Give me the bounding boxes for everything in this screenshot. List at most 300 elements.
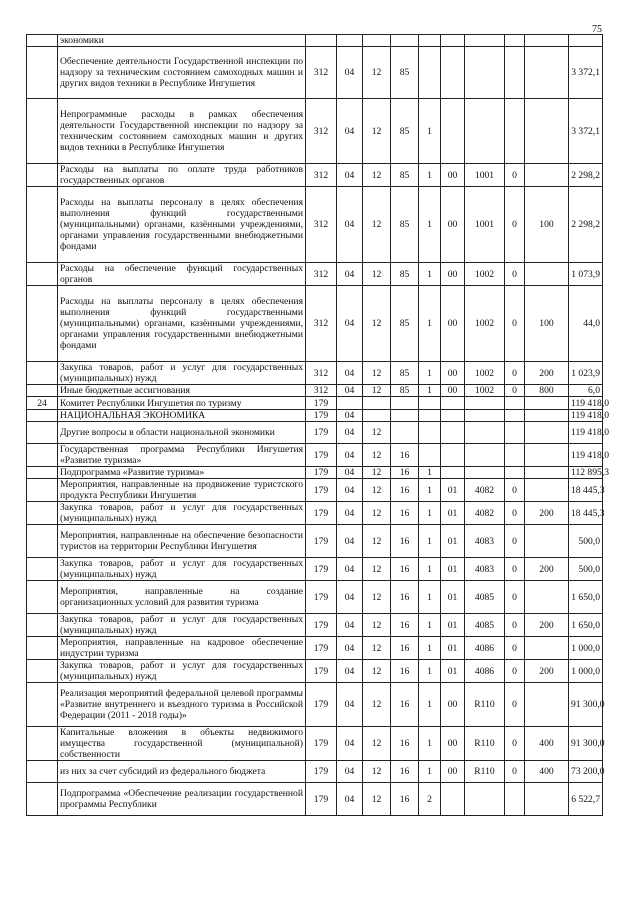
row-number bbox=[27, 263, 58, 286]
program-code: 16 bbox=[391, 683, 419, 727]
subsection-code: 12 bbox=[363, 614, 391, 637]
subsection-code: 12 bbox=[363, 660, 391, 683]
amount: 91 300,0 bbox=[569, 683, 603, 727]
row-number bbox=[27, 362, 58, 385]
program-code: 16 bbox=[391, 525, 419, 558]
expense-type-code bbox=[525, 410, 569, 422]
extra-code: 0 bbox=[505, 761, 525, 783]
amount: 91 300,0 bbox=[569, 727, 603, 761]
ministry-code: 312 bbox=[306, 47, 337, 99]
expense-type-code: 800 bbox=[525, 385, 569, 397]
table-row bbox=[27, 502, 603, 525]
expense-type-code bbox=[525, 581, 569, 614]
ministry-code: 179 bbox=[306, 397, 337, 410]
amount: 1 000,0 bbox=[569, 660, 603, 683]
activity-code: 00 bbox=[441, 683, 465, 727]
extra-code: 0 bbox=[505, 660, 525, 683]
expense-type-code bbox=[525, 637, 569, 660]
table-row bbox=[27, 397, 603, 410]
item-name: Подпрограмма «Обеспечение реализации государственной программы Республики bbox=[58, 783, 306, 816]
amount: 73 200,0 bbox=[569, 761, 603, 783]
subsection-code: 12 bbox=[363, 385, 391, 397]
direction-code bbox=[465, 422, 505, 444]
item-name: Иные бюджетные ассигнования bbox=[58, 385, 306, 397]
row-number bbox=[27, 385, 58, 397]
direction-code bbox=[465, 397, 505, 410]
section-code: 04 bbox=[337, 614, 363, 637]
table-row bbox=[27, 47, 603, 99]
direction-code bbox=[465, 99, 505, 164]
section-code: 04 bbox=[337, 362, 363, 385]
row-number bbox=[27, 761, 58, 783]
table-row bbox=[27, 660, 603, 683]
subsection-code: 12 bbox=[363, 761, 391, 783]
subprogram-code: 1 bbox=[419, 502, 441, 525]
expense-type-code: 200 bbox=[525, 614, 569, 637]
ministry-code: 179 bbox=[306, 761, 337, 783]
activity-code: 00 bbox=[441, 187, 465, 263]
amount: 18 445,3 bbox=[569, 502, 603, 525]
subprogram-code bbox=[419, 47, 441, 99]
activity-code bbox=[441, 410, 465, 422]
extra-code: 0 bbox=[505, 581, 525, 614]
activity-code: 00 bbox=[441, 164, 465, 187]
amount: 119 418,0 bbox=[569, 444, 603, 467]
program-code: 16 bbox=[391, 614, 419, 637]
direction-code: 1001 bbox=[465, 187, 505, 263]
item-name: Мероприятия, направленные на продвижение туристского продукта Республики Ингушетия bbox=[58, 479, 306, 502]
extra-code bbox=[505, 444, 525, 467]
page-number: 75 bbox=[592, 24, 602, 35]
direction-code: 4082 bbox=[465, 479, 505, 502]
activity-code: 00 bbox=[441, 761, 465, 783]
row-number bbox=[27, 286, 58, 362]
activity-code: 00 bbox=[441, 362, 465, 385]
row-number bbox=[27, 47, 58, 99]
program-code: 16 bbox=[391, 581, 419, 614]
section-code: 04 bbox=[337, 467, 363, 479]
subsection-code: 12 bbox=[363, 422, 391, 444]
table-row bbox=[27, 683, 603, 727]
expense-type-code: 200 bbox=[525, 502, 569, 525]
section-code: 04 bbox=[337, 410, 363, 422]
amount: 119 418,0 bbox=[569, 397, 603, 410]
direction-code: R110 bbox=[465, 761, 505, 783]
extra-code: 0 bbox=[505, 362, 525, 385]
section-code: 04 bbox=[337, 637, 363, 660]
subprogram-code: 1 bbox=[419, 187, 441, 263]
expense-type-code bbox=[525, 479, 569, 502]
section-code: 04 bbox=[337, 558, 363, 581]
expense-type-code bbox=[525, 164, 569, 187]
ministry-code: 179 bbox=[306, 502, 337, 525]
extra-code bbox=[505, 422, 525, 444]
row-number bbox=[27, 660, 58, 683]
program-code bbox=[391, 35, 419, 47]
item-name: экономики bbox=[58, 35, 306, 47]
program-code: 85 bbox=[391, 99, 419, 164]
direction-code bbox=[465, 410, 505, 422]
subsection-code: 12 bbox=[363, 187, 391, 263]
section-code: 04 bbox=[337, 444, 363, 467]
amount: 3 372,1 bbox=[569, 99, 603, 164]
direction-code: 1002 bbox=[465, 263, 505, 286]
program-code: 16 bbox=[391, 660, 419, 683]
direction-code: 4085 bbox=[465, 614, 505, 637]
table-row bbox=[27, 444, 603, 467]
program-code bbox=[391, 410, 419, 422]
direction-code: 4083 bbox=[465, 525, 505, 558]
ministry-code: 312 bbox=[306, 362, 337, 385]
section-code: 04 bbox=[337, 263, 363, 286]
table-row bbox=[27, 637, 603, 660]
ministry-code: 179 bbox=[306, 783, 337, 816]
amount: 1 650,0 bbox=[569, 614, 603, 637]
activity-code bbox=[441, 47, 465, 99]
section-code: 04 bbox=[337, 783, 363, 816]
subsection-code: 12 bbox=[363, 783, 391, 816]
program-code: 16 bbox=[391, 444, 419, 467]
expense-type-code: 200 bbox=[525, 362, 569, 385]
item-name: Обеспечение деятельности Государственной инспекции по надзору за техническим состоянием самоходных машин и других видов техники в Республике Ингушетия bbox=[58, 47, 306, 99]
row-number bbox=[27, 727, 58, 761]
program-code: 85 bbox=[391, 263, 419, 286]
extra-code: 0 bbox=[505, 187, 525, 263]
ministry-code: 179 bbox=[306, 683, 337, 727]
extra-code: 0 bbox=[505, 164, 525, 187]
ministry-code: 179 bbox=[306, 422, 337, 444]
section-code: 04 bbox=[337, 187, 363, 263]
expense-type-code: 400 bbox=[525, 761, 569, 783]
row-number bbox=[27, 467, 58, 479]
direction-code: 1002 bbox=[465, 286, 505, 362]
item-name: Государственная программа Республики Ингушетия «Развитие туризма» bbox=[58, 444, 306, 467]
section-code: 04 bbox=[337, 761, 363, 783]
table-row bbox=[27, 783, 603, 816]
amount: 500,0 bbox=[569, 558, 603, 581]
ministry-code: 179 bbox=[306, 467, 337, 479]
expense-type-code bbox=[525, 525, 569, 558]
subprogram-code bbox=[419, 397, 441, 410]
direction-code: 1002 bbox=[465, 362, 505, 385]
section-code: 04 bbox=[337, 99, 363, 164]
item-name: Расходы на выплаты по оплате труда работников государственных органов bbox=[58, 164, 306, 187]
amount bbox=[569, 35, 603, 47]
item-name: НАЦИОНАЛЬНАЯ ЭКОНОМИКА bbox=[58, 410, 306, 422]
row-number: 24 bbox=[27, 397, 58, 410]
subprogram-code: 1 bbox=[419, 99, 441, 164]
subprogram-code: 1 bbox=[419, 525, 441, 558]
subsection-code: 12 bbox=[363, 444, 391, 467]
activity-code bbox=[441, 444, 465, 467]
row-number bbox=[27, 99, 58, 164]
direction-code bbox=[465, 444, 505, 467]
direction-code bbox=[465, 47, 505, 99]
direction-code: R110 bbox=[465, 683, 505, 727]
expense-type-code: 100 bbox=[525, 187, 569, 263]
table-row bbox=[27, 761, 603, 783]
section-code: 04 bbox=[337, 525, 363, 558]
ministry-code: 312 bbox=[306, 385, 337, 397]
table-row bbox=[27, 479, 603, 502]
item-name: Мероприятия, направленные на создание организационных условий для развития туризма bbox=[58, 581, 306, 614]
ministry-code: 179 bbox=[306, 525, 337, 558]
program-code: 16 bbox=[391, 727, 419, 761]
extra-code bbox=[505, 467, 525, 479]
extra-code bbox=[505, 410, 525, 422]
item-name: Закупка товаров, работ и услуг для государственных (муниципальных) нужд bbox=[58, 362, 306, 385]
row-number bbox=[27, 187, 58, 263]
section-code: 04 bbox=[337, 47, 363, 99]
program-code: 16 bbox=[391, 502, 419, 525]
direction-code: R110 bbox=[465, 727, 505, 761]
ministry-code bbox=[306, 35, 337, 47]
item-name: из них за счет субсидий из федерального бюджета bbox=[58, 761, 306, 783]
subsection-code: 12 bbox=[363, 502, 391, 525]
item-name: Мероприятия, направленные на обеспечение безопасности туристов на территории Республики Ингушетия bbox=[58, 525, 306, 558]
amount: 119 418,0 bbox=[569, 422, 603, 444]
program-code: 85 bbox=[391, 385, 419, 397]
activity-code: 01 bbox=[441, 479, 465, 502]
table-row bbox=[27, 35, 603, 47]
row-number bbox=[27, 683, 58, 727]
table-row bbox=[27, 581, 603, 614]
section-code: 04 bbox=[337, 683, 363, 727]
program-code: 16 bbox=[391, 761, 419, 783]
activity-code bbox=[441, 397, 465, 410]
extra-code: 0 bbox=[505, 286, 525, 362]
program-code: 85 bbox=[391, 187, 419, 263]
direction-code bbox=[465, 35, 505, 47]
activity-code bbox=[441, 422, 465, 444]
activity-code: 01 bbox=[441, 558, 465, 581]
program-code: 16 bbox=[391, 783, 419, 816]
subsection-code: 12 bbox=[363, 263, 391, 286]
row-number bbox=[27, 783, 58, 816]
subprogram-code: 2 bbox=[419, 783, 441, 816]
row-number bbox=[27, 444, 58, 467]
subsection-code bbox=[363, 397, 391, 410]
activity-code: 01 bbox=[441, 614, 465, 637]
item-name: Мероприятия, направленные на кадровое обеспечение индустрии туризма bbox=[58, 637, 306, 660]
direction-code bbox=[465, 783, 505, 816]
extra-code: 0 bbox=[505, 525, 525, 558]
subsection-code: 12 bbox=[363, 581, 391, 614]
activity-code bbox=[441, 783, 465, 816]
program-code: 85 bbox=[391, 286, 419, 362]
subprogram-code: 1 bbox=[419, 164, 441, 187]
extra-code bbox=[505, 99, 525, 164]
direction-code: 4082 bbox=[465, 502, 505, 525]
extra-code: 0 bbox=[505, 614, 525, 637]
amount: 112 895,3 bbox=[569, 467, 603, 479]
item-name: Непрограммные расходы в рамках обеспечения деятельности Государственной инспекции по надзору за техническим состоянием самоходных машин и других видов техники в Республике Ингушетия bbox=[58, 99, 306, 164]
table-row bbox=[27, 558, 603, 581]
table-row bbox=[27, 410, 603, 422]
row-number bbox=[27, 581, 58, 614]
amount: 1 023,9 bbox=[569, 362, 603, 385]
expense-type-code: 200 bbox=[525, 558, 569, 581]
table-row bbox=[27, 385, 603, 397]
ministry-code: 179 bbox=[306, 727, 337, 761]
item-name: Реализация мероприятий федеральной целевой программы «Развитие внутреннего и въездного туризма в Российской Федерации (2011 - 2018 годы)» bbox=[58, 683, 306, 727]
extra-code: 0 bbox=[505, 558, 525, 581]
item-name: Подпрограмма «Развитие туризма» bbox=[58, 467, 306, 479]
section-code: 04 bbox=[337, 422, 363, 444]
activity-code: 01 bbox=[441, 525, 465, 558]
amount: 6,0 bbox=[569, 385, 603, 397]
row-number bbox=[27, 164, 58, 187]
expense-type-code bbox=[525, 444, 569, 467]
expense-type-code bbox=[525, 783, 569, 816]
subprogram-code bbox=[419, 410, 441, 422]
row-number bbox=[27, 525, 58, 558]
ministry-code: 312 bbox=[306, 263, 337, 286]
table-row bbox=[27, 286, 603, 362]
activity-code: 01 bbox=[441, 581, 465, 614]
section-code bbox=[337, 35, 363, 47]
subsection-code: 12 bbox=[363, 479, 391, 502]
table-row bbox=[27, 525, 603, 558]
amount: 1 000,0 bbox=[569, 637, 603, 660]
program-code bbox=[391, 397, 419, 410]
subsection-code: 12 bbox=[363, 683, 391, 727]
activity-code: 01 bbox=[441, 637, 465, 660]
extra-code bbox=[505, 47, 525, 99]
activity-code bbox=[441, 467, 465, 479]
extra-code bbox=[505, 783, 525, 816]
subsection-code: 12 bbox=[363, 99, 391, 164]
program-code: 16 bbox=[391, 467, 419, 479]
item-name: Расходы на выплаты персоналу в целях обеспечения выполнения функций государственными (муниципальными) органами, казёнными учреждениями, органами управления государственными внебюджетными фондами bbox=[58, 286, 306, 362]
ministry-code: 179 bbox=[306, 558, 337, 581]
extra-code: 0 bbox=[505, 385, 525, 397]
row-number bbox=[27, 558, 58, 581]
program-code: 85 bbox=[391, 362, 419, 385]
activity-code: 00 bbox=[441, 727, 465, 761]
activity-code bbox=[441, 99, 465, 164]
subprogram-code: 1 bbox=[419, 558, 441, 581]
subprogram-code: 1 bbox=[419, 263, 441, 286]
expense-type-code bbox=[525, 263, 569, 286]
amount: 2 298,2 bbox=[569, 164, 603, 187]
extra-code: 0 bbox=[505, 502, 525, 525]
extra-code: 0 bbox=[505, 727, 525, 761]
ministry-code: 179 bbox=[306, 637, 337, 660]
amount: 500,0 bbox=[569, 525, 603, 558]
subsection-code: 12 bbox=[363, 164, 391, 187]
direction-code: 4086 bbox=[465, 660, 505, 683]
subprogram-code: 1 bbox=[419, 683, 441, 727]
row-number bbox=[27, 410, 58, 422]
table-row bbox=[27, 99, 603, 164]
table-row bbox=[27, 187, 603, 263]
amount: 1 650,0 bbox=[569, 581, 603, 614]
item-name: Расходы на выплаты персоналу в целях обеспечения выполнения функций государственными (муниципальными) органами, казёнными учреждениями, органами управления государственными внебюджетными фондами bbox=[58, 187, 306, 263]
row-number bbox=[27, 614, 58, 637]
amount: 18 445,3 bbox=[569, 479, 603, 502]
subsection-code: 12 bbox=[363, 467, 391, 479]
section-code: 04 bbox=[337, 479, 363, 502]
direction-code: 4086 bbox=[465, 637, 505, 660]
ministry-code: 179 bbox=[306, 660, 337, 683]
section-code: 04 bbox=[337, 385, 363, 397]
subsection-code bbox=[363, 410, 391, 422]
row-number bbox=[27, 422, 58, 444]
activity-code: 00 bbox=[441, 286, 465, 362]
program-code: 16 bbox=[391, 479, 419, 502]
subprogram-code: 1 bbox=[419, 660, 441, 683]
activity-code bbox=[441, 35, 465, 47]
subprogram-code bbox=[419, 444, 441, 467]
ministry-code: 312 bbox=[306, 164, 337, 187]
subprogram-code: 1 bbox=[419, 286, 441, 362]
subprogram-code: 1 bbox=[419, 581, 441, 614]
subsection-code: 12 bbox=[363, 637, 391, 660]
expense-type-code: 400 bbox=[525, 727, 569, 761]
subsection-code: 12 bbox=[363, 362, 391, 385]
activity-code: 00 bbox=[441, 385, 465, 397]
subsection-code: 12 bbox=[363, 286, 391, 362]
item-name: Расходы на обеспечение функций государственных органов bbox=[58, 263, 306, 286]
table-row bbox=[27, 263, 603, 286]
expense-type-code bbox=[525, 99, 569, 164]
expense-type-code bbox=[525, 467, 569, 479]
subprogram-code: 1 bbox=[419, 467, 441, 479]
table-row bbox=[27, 614, 603, 637]
amount: 44,0 bbox=[569, 286, 603, 362]
ministry-code: 179 bbox=[306, 581, 337, 614]
subprogram-code: 1 bbox=[419, 362, 441, 385]
ministry-code: 179 bbox=[306, 410, 337, 422]
extra-code: 0 bbox=[505, 637, 525, 660]
subprogram-code: 1 bbox=[419, 385, 441, 397]
ministry-code: 179 bbox=[306, 614, 337, 637]
section-code: 04 bbox=[337, 581, 363, 614]
direction-code: 1002 bbox=[465, 385, 505, 397]
table-row bbox=[27, 422, 603, 444]
program-code: 85 bbox=[391, 47, 419, 99]
section-code: 04 bbox=[337, 502, 363, 525]
subprogram-code: 1 bbox=[419, 637, 441, 660]
program-code bbox=[391, 422, 419, 444]
table-row bbox=[27, 164, 603, 187]
item-name: Другие вопросы в области национальной экономики bbox=[58, 422, 306, 444]
item-name: Капитальные вложения в объекты недвижимого имущества государственной (муниципальной) собственности bbox=[58, 727, 306, 761]
ministry-code: 312 bbox=[306, 187, 337, 263]
subprogram-code: 1 bbox=[419, 479, 441, 502]
item-name: Закупка товаров, работ и услуг для государственных (муниципальных) нужд bbox=[58, 502, 306, 525]
section-code bbox=[337, 397, 363, 410]
subsection-code bbox=[363, 35, 391, 47]
amount: 119 418,0 bbox=[569, 410, 603, 422]
subprogram-code bbox=[419, 422, 441, 444]
activity-code: 00 bbox=[441, 263, 465, 286]
budget-table bbox=[26, 34, 610, 816]
direction-code: 4085 bbox=[465, 581, 505, 614]
expense-type-code bbox=[525, 422, 569, 444]
ministry-code: 312 bbox=[306, 286, 337, 362]
direction-code: 1001 bbox=[465, 164, 505, 187]
amount: 6 522,7 bbox=[569, 783, 603, 816]
amount: 2 298,2 bbox=[569, 187, 603, 263]
section-code: 04 bbox=[337, 286, 363, 362]
amount: 1 073,9 bbox=[569, 263, 603, 286]
subprogram-code bbox=[419, 35, 441, 47]
table-row bbox=[27, 467, 603, 479]
ministry-code: 312 bbox=[306, 99, 337, 164]
subprogram-code: 1 bbox=[419, 761, 441, 783]
